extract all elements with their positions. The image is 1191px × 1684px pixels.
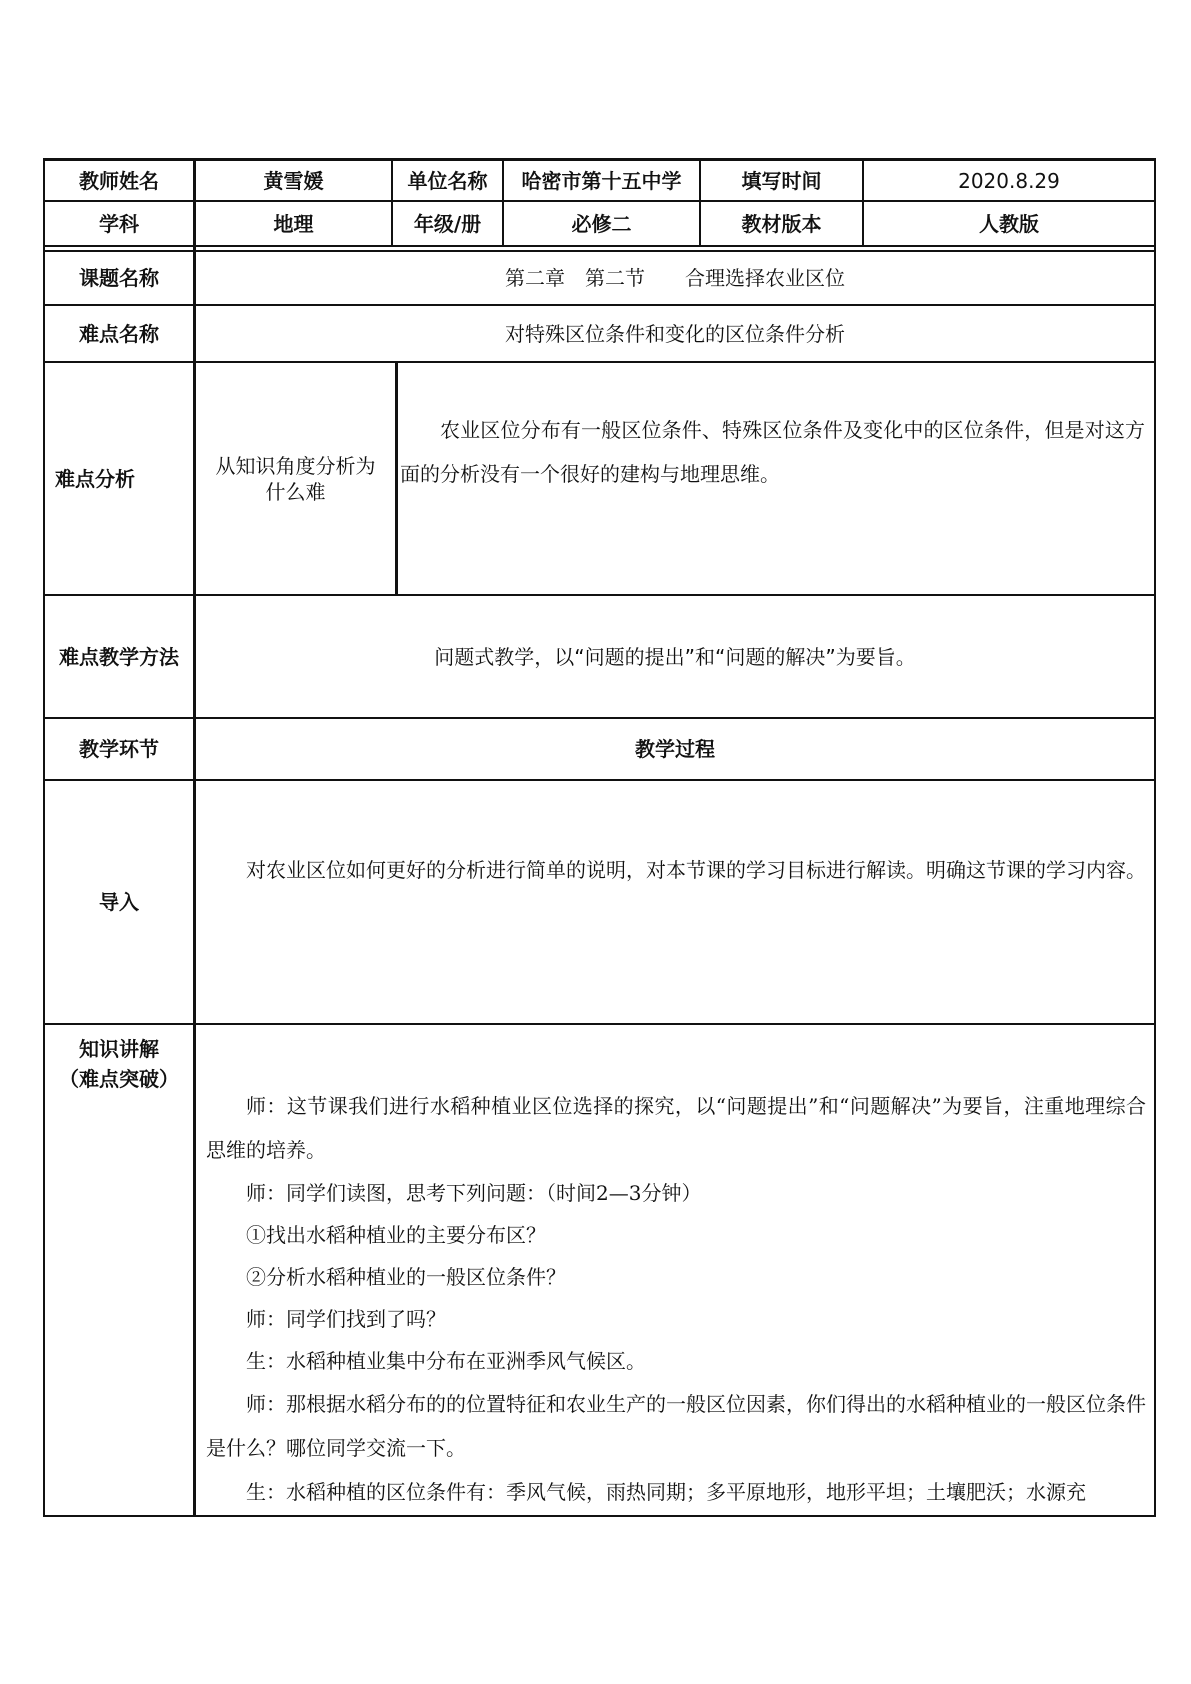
edition-value: 人教版 xyxy=(979,211,1039,236)
knowledge-paragraph-5: 师：同学们找到了吗？ xyxy=(246,1307,446,1331)
difficulty-value: 对特殊区位条件和变化的区位条件分析 xyxy=(505,321,845,346)
lesson-plan-table xyxy=(43,158,1156,1517)
knowledge-text xyxy=(206,1084,1146,1514)
intro-paragraph: 对农业区位如何更好的分析进行简单的说明，对本节课的学习目标进行解读。明确这节课的学习内容。 xyxy=(246,858,1146,882)
difficulty-label: 难点名称 xyxy=(79,321,159,346)
analysis-label: 难点分析 xyxy=(55,466,135,491)
knowledge-paragraph-7: 师：那根据水稻分布的的位置特征和农业生产的一般区位因素，你们得出的水稻种植业的一般区位条件是什么？哪位同学交流一下。 xyxy=(206,1392,1146,1460)
knowledge-label-line2: （难点突破） xyxy=(59,1067,179,1091)
analysis-paragraph: 农业区位分布有一般区位条件、特殊区位条件及变化中的区位条件，但是对这方面的分析没有一个很好的建构与地理思维。 xyxy=(400,418,1145,486)
intro-label: 导入 xyxy=(99,890,139,914)
unit-name-value: 哈密市第十五中学 xyxy=(521,168,682,193)
knowledge-label xyxy=(45,1034,193,1094)
knowledge-paragraph-1: 师：这节课我们进行水稻种植业区位选择的探究，以“问题提出”和“问题解决”为要旨，注重地理综合思维的培养。 xyxy=(206,1094,1146,1162)
method-value: 问题式教学，以“问题的提出”和“问题的解决”为要旨。 xyxy=(434,644,916,669)
knowledge-label-line1: 知识讲解 xyxy=(79,1037,159,1061)
method-label: 难点教学方法 xyxy=(59,644,179,669)
subject-label: 学科 xyxy=(99,211,139,236)
knowledge-paragraph-3: ①找出水稻种植业的主要分布区？ xyxy=(246,1223,546,1247)
teacher-name-label: 教师姓名 xyxy=(79,168,159,193)
edition-label: 教材版本 xyxy=(741,211,822,236)
topic-value: 第二章 第二节 合理选择农业区位 xyxy=(505,266,845,290)
unit-name-label: 单位名称 xyxy=(407,168,488,193)
process-label: 教学过程 xyxy=(635,737,715,761)
knowledge-paragraph-2: 师：同学们读图，思考下列问题：（时间2—3分钟） xyxy=(246,1181,702,1205)
topic-label: 课题名称 xyxy=(79,266,159,290)
grade-label: 年级/册 xyxy=(413,211,482,236)
intro-text xyxy=(206,848,1146,892)
analysis-text xyxy=(400,408,1145,496)
process-stage-label: 教学环节 xyxy=(79,737,159,761)
fill-time-label: 填写时间 xyxy=(741,168,822,193)
grade-value: 必修二 xyxy=(571,211,632,236)
knowledge-paragraph-6: 生：水稻种植业集中分布在亚洲季风气候区。 xyxy=(246,1349,646,1373)
teacher-name-value: 黄雪媛 xyxy=(263,168,324,193)
analysis-sub-label: 从知识角度分析为什么难 xyxy=(215,453,376,504)
subject-value: 地理 xyxy=(273,211,314,236)
fill-time-value: 2020.8.29 xyxy=(958,168,1060,193)
knowledge-paragraph-4: ②分析水稻种植业的一般区位条件？ xyxy=(246,1265,566,1289)
knowledge-paragraph-8: 生：水稻种植的区位条件有：季风气候，雨热同期；多平原地形，地形平坦；土壤肥沃；水源充 xyxy=(246,1480,1086,1504)
